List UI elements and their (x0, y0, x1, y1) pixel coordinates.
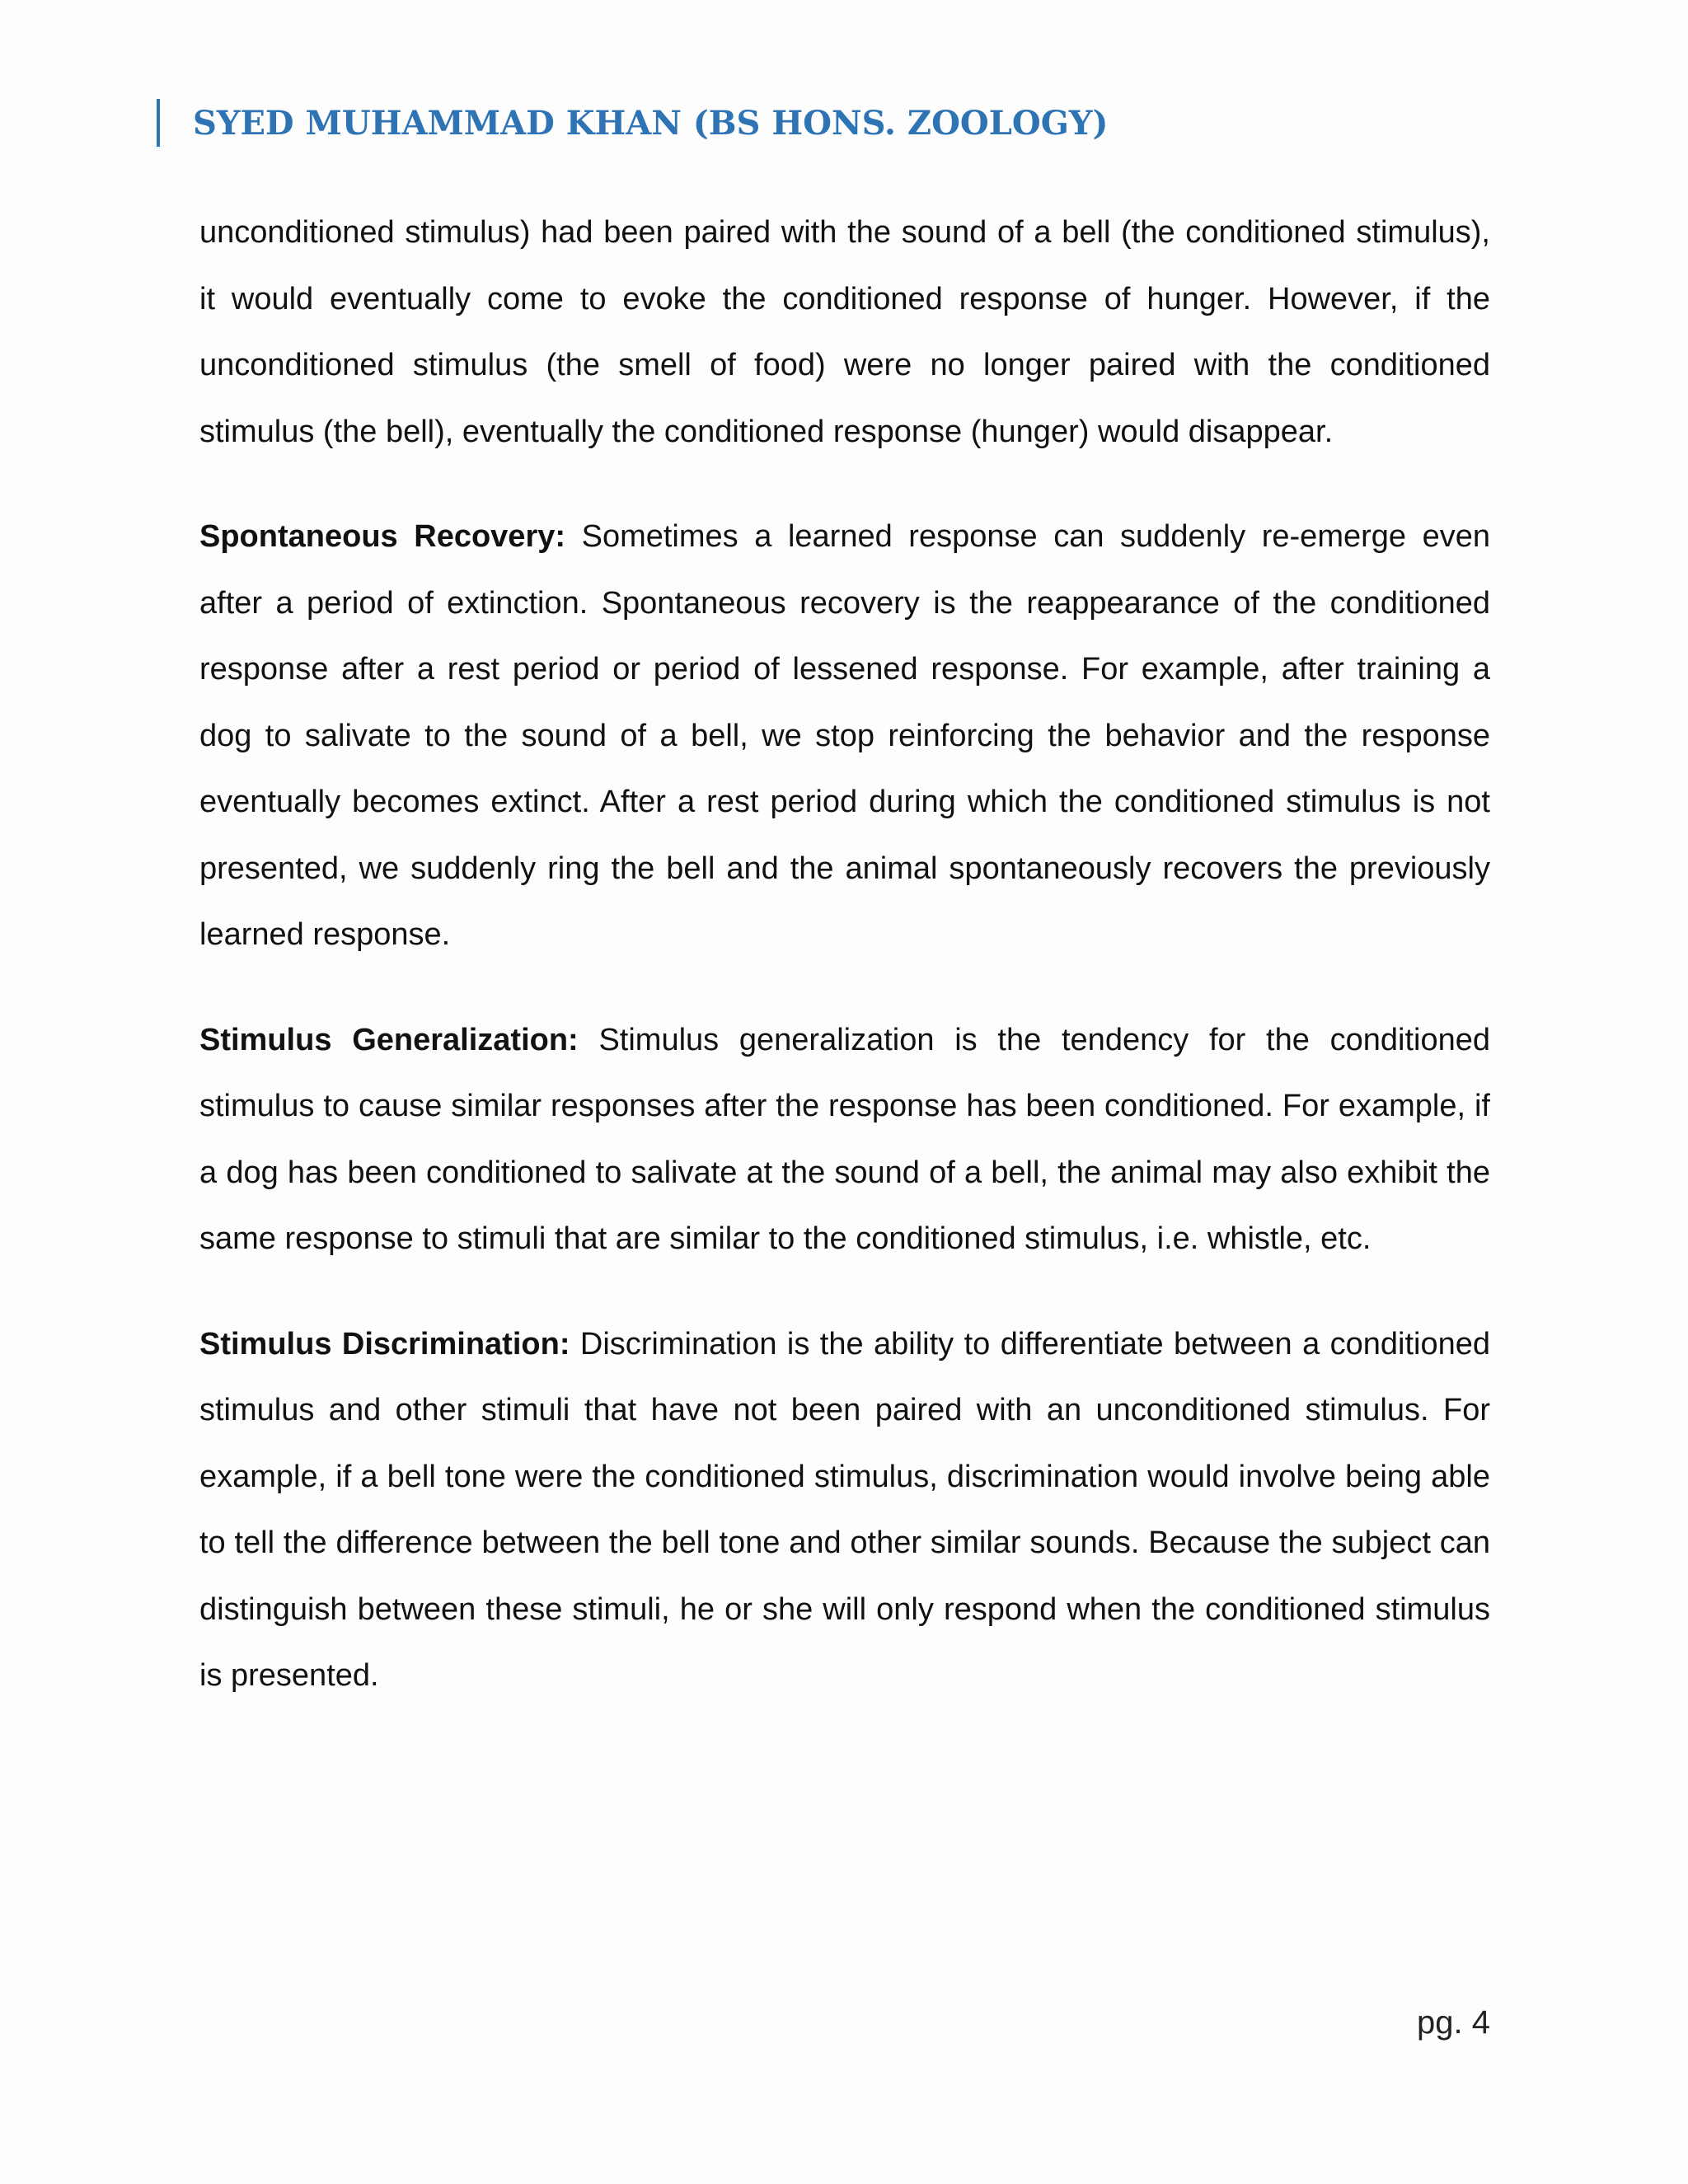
paragraph-extinction-continued (199, 199, 1490, 465)
page-header (157, 97, 1108, 148)
header-accent-bar (157, 99, 160, 147)
paragraph-spontaneous-recovery (199, 504, 1490, 968)
paragraph-term: Stimulus Generalization: (199, 1022, 579, 1057)
paragraph-text: Stimulus generalization is the tendency for the conditioned stimulus to cause similar responses after the response has been conditioned. For example, if a dog has been conditioned to salivate at the sound of a bell, the animal may also exhibit the same response to stimuli that are similar to the conditioned stimulus, i.e. whistle, etc. (199, 1022, 1490, 1256)
paragraph-stimulus-generalization (199, 1007, 1490, 1272)
header-title: SYED MUHAMMAD KHAN (BS HONS. ZOOLOGY) (193, 103, 1109, 143)
page-number: pg. 4 (1417, 2004, 1490, 2041)
paragraph-term: Stimulus Discrimination: (199, 1326, 570, 1361)
paragraph-text: Discrimination is the ability to differentiate between a conditioned stimulus and other stimuli that have not been paired with an unconditioned stimulus. For example, if a bell tone were the conditioned stimulus, discrimination would involve being able to tell the difference between the bell tone and other similar sounds. Because the subject can distinguish between these stimuli, he or she will only respond when the conditioned stimulus is presented. (199, 1326, 1491, 1693)
paragraph-text: Sometimes a learned response can suddenly re-emerge even after a period of extinction. Spontaneous recovery is the reappearance of the conditioned response after a rest period or period of lessened response. For example, after training a dog to salivate to the sound of a bell, we stop reinforcing the behavior and the response eventually becomes extinct. After a rest period during which the conditioned stimulus is not presented, we suddenly ring the bell and the animal spontaneously recovers the previously learned response. (199, 519, 1491, 952)
paragraph-term: Spontaneous Recovery: (199, 519, 566, 554)
paragraph-text: unconditioned stimulus) had been paired with the sound of a bell (the conditioned stimulus), it would eventually come to evoke the conditioned response of hunger. However, if the unconditioned stimulus (the smell of food) were no longer paired with the conditioned stimulus (the bell), eventually the conditioned response (hunger) would disappear. (199, 215, 1490, 449)
paragraph-stimulus-discrimination (199, 1311, 1490, 1709)
document-body (199, 199, 1490, 1748)
